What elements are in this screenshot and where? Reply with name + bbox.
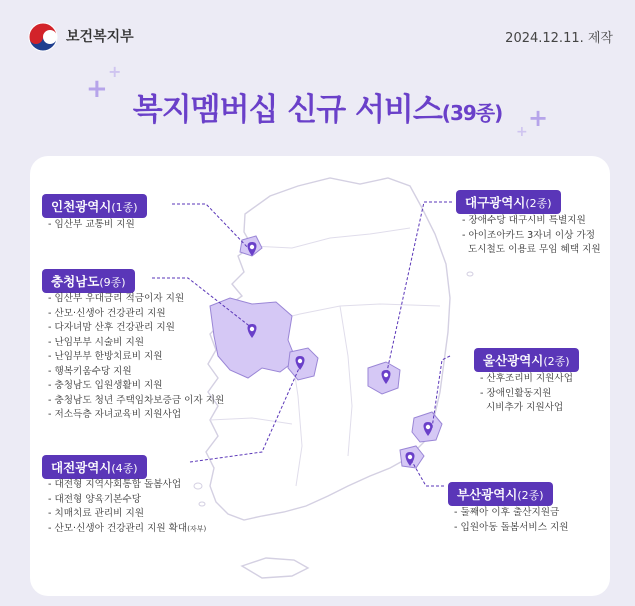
ulsan-count: (2종)	[543, 355, 570, 368]
production-date: 2024.12.11. 제작	[505, 31, 613, 46]
title-count: (39종)	[441, 101, 503, 125]
ulsan-badge	[474, 348, 579, 372]
chungnam-name: 충청남도	[51, 274, 100, 289]
busan-count: (2종)	[517, 489, 544, 502]
list-item: - 대전형 지역사회통합 돌봄사업	[48, 479, 182, 490]
list-item: - 치매치료 관리비 지원	[48, 508, 145, 519]
list-item: - 대전형 양육기본수당	[48, 493, 141, 505]
list-item-note: (자부)	[187, 524, 207, 533]
government-logo-icon	[28, 22, 58, 52]
list-item: - 다자녀맘 산후 건강관리 지원	[48, 322, 175, 333]
daegu-count: (2종)	[525, 197, 552, 210]
ulsan-name: 울산광역시	[483, 353, 544, 368]
list-item: - 난임부부 시술비 지원	[48, 336, 145, 348]
list-item	[48, 522, 206, 537]
busan-name: 부산광역시	[457, 487, 518, 502]
list-item: - 임산부 교통비 지원	[48, 219, 135, 230]
daegu-service-list	[462, 214, 601, 258]
list-item: - 장애인활동지원	[480, 387, 552, 399]
title-main: 복지멤버십 신규 서비스	[132, 92, 442, 128]
organization-name: 보건복지부	[66, 29, 134, 45]
page-title	[0, 84, 635, 129]
plus-decoration-icon: +	[108, 62, 122, 81]
plus-decoration-icon: +	[528, 104, 549, 132]
daegu-badge	[456, 190, 561, 214]
incheon-count: (1종)	[111, 201, 138, 214]
ulsan-service-list	[480, 372, 573, 416]
list-item: - 산후조리비 지원사업	[480, 373, 573, 384]
plus-decoration-icon: +	[86, 74, 108, 104]
list-item: 시비추가 지원사업	[486, 402, 564, 413]
list-item: - 난임부부 한방치료비 지원	[48, 351, 163, 362]
jeju-island	[242, 558, 308, 578]
list-item: - 장애수당 대구시비 특별지원	[462, 215, 586, 226]
chungnam-count: (9종)	[99, 276, 126, 289]
busan-badge	[448, 482, 553, 506]
incheon-badge	[42, 194, 147, 218]
incheon-name: 인천광역시	[51, 199, 112, 214]
incheon-service-list	[48, 218, 135, 233]
list-item: - 충청남도 청년 주택임차보증금 이자 지원	[48, 394, 225, 406]
list-item: - 아이조아카드 3자녀 이상 가정	[462, 229, 595, 241]
list-item-text: - 산모·신생아 건강관리 지원 확대	[48, 522, 188, 534]
busan-service-list	[454, 506, 569, 535]
list-item: - 임산부 우대금리 적금이자 지원	[48, 293, 185, 304]
plus-decoration-icon: +	[516, 124, 528, 140]
list-item: - 둘째아 이후 출산지원금	[454, 507, 560, 518]
daegu-name: 대구광역시	[465, 195, 526, 210]
list-item: - 충청남도 입원생활비 지원	[48, 380, 163, 391]
list-item: - 입원아동 돌봄서비스 지원	[454, 521, 569, 533]
chungnam-badge	[42, 269, 135, 293]
list-item: - 저소득층 자녀교육비 지원사업	[48, 409, 182, 420]
daejeon-name: 대전광역시	[51, 460, 112, 475]
list-item: - 산모·신생아 건강관리 지원	[48, 307, 166, 319]
chungnam-service-list	[48, 292, 224, 423]
list-item: - 행복키움수당 지원	[48, 365, 132, 377]
daejeon-badge	[42, 455, 147, 479]
daejeon-count: (4종)	[111, 462, 138, 475]
daejeon-service-list	[48, 478, 206, 536]
list-item: 도시철도 이용료 무임 혜택 지원	[468, 244, 601, 255]
